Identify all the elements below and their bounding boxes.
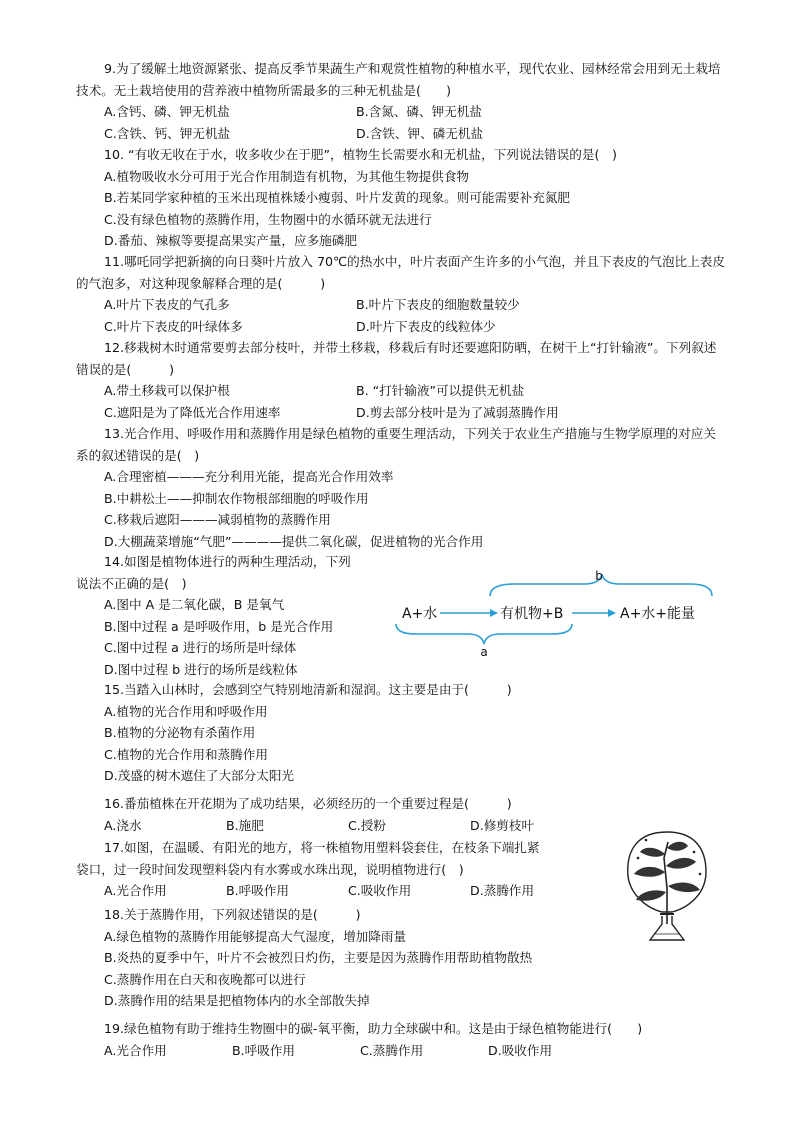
term-left: A+水 (402, 606, 438, 622)
option-d: D.蒸腾作用的结果是把植物体内的水全部散失掉 (104, 993, 370, 1008)
options (76, 294, 726, 337)
option-b: B.炎热的夏季中午，叶片不会被烈日灼伤，主要是因为蒸腾作用帮助植物散热 (104, 950, 533, 965)
option-c: C.移栽后遮阳———减弱植物的蒸腾作用 (104, 512, 331, 527)
option-a: A.植物吸收水分可用于光合作用制造有机物，为其他生物提供食物 (104, 168, 470, 184)
term-right: A+水+能量 (620, 606, 696, 622)
option-b: B.呼吸作用 (232, 1042, 296, 1058)
option-a: A.合理密植———充分利用光能，提高光合作用效率 (104, 469, 394, 484)
option-c: C.植物的光合作用和蒸腾作用 (104, 746, 268, 762)
question-10 (76, 144, 726, 252)
photosynthesis-respiration-diagram (394, 566, 714, 658)
water-droplet (699, 873, 702, 876)
option-c: C.吸收作用 (348, 883, 412, 898)
question-stem: 16.番茄植株在开花期为了成功结果，必须经历的一个重要过程是( ) (104, 796, 512, 811)
question-12 (76, 337, 726, 423)
option-a: A.图中 A 是二氧化碳，B 是氧气 (104, 597, 285, 612)
label-a: a (480, 645, 488, 658)
option-c: C.图中过程 a 进行的场所是叶绿体 (104, 640, 297, 655)
option-d: D.含铁、钾、磷无机盐 (356, 125, 484, 141)
option-d: D.茂盛的树木遮住了大部分太阳光 (104, 768, 295, 783)
option-b: B.若某同学家种植的玉米出现植株矮小瘦弱、叶片发黄的现象。则可能需要补充氮肥 (104, 190, 571, 205)
option-a: A.叶片下表皮的气孔多 (104, 297, 230, 312)
question-11 (76, 251, 726, 337)
options (76, 466, 726, 552)
question-13 (76, 423, 726, 552)
option-b: B. “打针输液”可以提供无机盐 (356, 383, 525, 398)
leaf (666, 858, 696, 869)
option-a: A.带土移栽可以保护根 (104, 383, 230, 398)
leaf (667, 842, 688, 851)
arrow-b-head (608, 609, 616, 617)
options (76, 1040, 726, 1062)
question-stem: 9.为了缓解土地资源紧张、提高反季节果蔬生产和观赏性植物的种植水平，现代农业、园林经常会用到无土栽培技术。无土栽培使用的营养液中植物所需最多的三种无机盐是( ) (76, 61, 721, 98)
leaf (668, 883, 700, 893)
arrow-a-head (490, 609, 498, 617)
water-droplet (637, 857, 640, 860)
question-stem: 15.当踏入山林时，会感到空气特别地清新和湿润。这主要是由于( ) (104, 682, 512, 697)
question-stem: 19.绿色植物有助于维持生物圈中的碳-氧平衡，助力全球碳中和。这是由于绿色植物能进行( ) (104, 1021, 643, 1036)
options (76, 926, 726, 1012)
option-c: C.蒸腾作用 (360, 1042, 424, 1058)
question-19 (76, 1018, 726, 1061)
question-15 (76, 679, 726, 787)
term-middle: 有机物+B (500, 606, 564, 622)
question-stem-line-2: 袋口，过一段时间发现塑料袋内有水雾或水珠出现，说明植物进行( ) (76, 861, 464, 877)
option-d: D.剪去部分枝叶是为了减弱蒸腾作用 (356, 404, 559, 420)
options (76, 380, 726, 423)
brace-a (396, 624, 572, 644)
option-d: D.蒸腾作用 (470, 883, 535, 898)
option-c: C.蒸腾作用在白天和夜晚都可以进行 (104, 971, 306, 987)
question-stem: 18.关于蒸腾作用，下列叙述错误的是( ) (104, 907, 361, 922)
question-stem: 11.哪吒同学把新摘的向日葵叶片放入 70℃的热水中，叶片表面产生许多的小气泡，并且下表皮的气泡比上表皮的气泡多，对这种现象解释合理的是( ) (76, 254, 725, 291)
option-d: D.番茄、辣椒等要提高果实产量，应多施磷肥 (104, 233, 357, 248)
option-a: A.植物的光合作用和呼吸作用 (104, 703, 268, 719)
option-b: B.图中过程 a 是呼吸作用，b 是光合作用 (104, 618, 334, 634)
question-9 (76, 58, 726, 144)
option-c: C.含铁、钙、钾无机盐 (104, 125, 231, 141)
leaf (634, 867, 665, 877)
leaf (636, 890, 666, 900)
water-droplet (693, 851, 696, 854)
question-stem-line-1: 14.如图是植物体进行的两种生理活动，下列 (104, 554, 351, 569)
options (76, 701, 726, 787)
question-stem-line-2: 说法不正确的是( ) (76, 575, 187, 591)
option-d: D.图中过程 b 进行的场所是线粒体 (104, 661, 298, 677)
question-stem-line-1: 17.如图，在温暖、有阳光的地方，将一株植物用塑料袋套住，在枝条下端扎紧 (104, 840, 540, 855)
option-b: B.呼吸作用 (226, 883, 290, 898)
leaf (640, 848, 665, 857)
option-a: A.绿色植物的蒸腾作用能够提高大气湿度，增加降雨量 (104, 928, 407, 944)
options (76, 101, 726, 144)
option-b: B.叶片下表皮的细胞数量较少 (356, 297, 520, 312)
option-c: C.遮阳是为了降低光合作用速率 (104, 404, 281, 420)
option-a: A.光合作用 (104, 1042, 167, 1058)
option-d: D.大棚蔬菜增施“气肥”————提供二氧化碳，促进植物的光合作用 (104, 533, 484, 549)
options (76, 166, 726, 252)
option-c: C.叶片下表皮的叶绿体多 (104, 318, 243, 334)
option-c: C.没有绿色植物的蒸腾作用，生物圈中的水循环就无法进行 (104, 211, 432, 227)
option-d: D.吸收作用 (488, 1042, 553, 1058)
option-a: A.含钙、磷、钾无机盐 (104, 104, 230, 119)
question-stem: 10. “有收无收在于水，收多收少在于肥”，植物生长需要水和无机盐，下列说法错误的是( ) (104, 147, 617, 162)
option-b: B.中耕松土——抑制农作物根部细胞的呼吸作用 (104, 490, 369, 506)
water-droplet (645, 839, 648, 842)
label-b: b (595, 569, 603, 583)
option-b: B.含氮、磷、钾无机盐 (356, 104, 482, 119)
option-c: C.授粉 (348, 817, 386, 833)
option-a: A.光合作用 (104, 883, 167, 898)
question-stem: 13.光合作用、呼吸作用和蒸腾作用是绿色植物的重要生理活动，下列关于农业生产措施与生物学原理的对应关系的叙述错误的是( ) (76, 426, 716, 463)
option-d: D.叶片下表皮的线粒体少 (356, 318, 496, 334)
option-d: D.修剪枝叶 (470, 817, 535, 833)
option-a: A.浇水 (104, 817, 142, 833)
option-b: B.植物的分泌物有杀菌作用 (104, 725, 256, 740)
question-18 (76, 904, 726, 1012)
question-stem: 12.移栽树木时通常要剪去部分枝叶，并带土移栽，移栽后有时还要遮阳防晒，在树干上“打针输液”。下列叙述错误的是( ) (76, 340, 717, 377)
option-b: B.施肥 (226, 817, 264, 833)
